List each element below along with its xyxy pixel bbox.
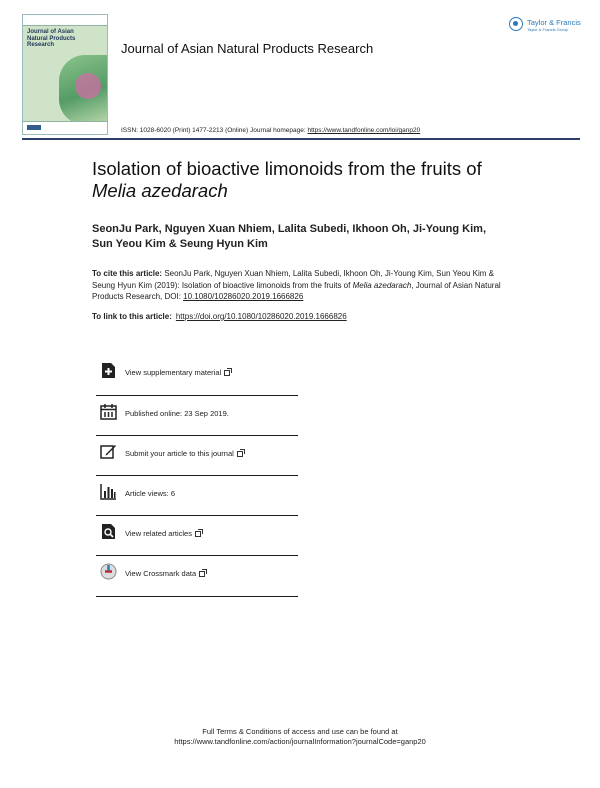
external-link-icon bbox=[224, 370, 230, 376]
header-rule bbox=[22, 138, 580, 140]
submit-article-item[interactable] bbox=[96, 437, 298, 477]
publisher-logo-sub: Taylor & Francis Group bbox=[527, 27, 568, 32]
issn-line bbox=[121, 127, 420, 134]
article-title-line2: Melia azedarach bbox=[92, 180, 228, 201]
authors-line1: SeonJu Park, Nguyen Xuan Nhiem, Lalita Subedi, Ikhoon Oh, Ji-Young Kim, bbox=[92, 223, 487, 235]
link-label: To link to this article: bbox=[92, 312, 172, 321]
article-views-item bbox=[96, 477, 298, 517]
citation-block bbox=[92, 268, 504, 303]
journal-homepage-link[interactable]: https://www.tandfonline.com/loi/ganp20 bbox=[307, 127, 421, 134]
crossmark-item[interactable] bbox=[96, 557, 298, 597]
publisher-logo[interactable] bbox=[509, 17, 585, 35]
bar-chart-icon bbox=[100, 483, 117, 500]
link-line bbox=[92, 312, 347, 321]
divider bbox=[96, 395, 298, 396]
calendar-icon bbox=[100, 403, 117, 420]
divider bbox=[96, 596, 298, 597]
search-document-icon bbox=[100, 523, 117, 540]
divider bbox=[96, 515, 298, 516]
citation-species: Melia azedarach bbox=[352, 280, 412, 290]
supplementary-material-item[interactable] bbox=[96, 356, 298, 396]
authors-line2: Sun Yeou Kim & Seung Hyun Kim bbox=[92, 238, 268, 250]
article-title-line1: Isolation of bioactive limonoids from the fruits of bbox=[92, 158, 482, 179]
divider bbox=[96, 475, 298, 476]
article-authors bbox=[92, 222, 522, 252]
related-articles-item[interactable] bbox=[96, 517, 298, 557]
journal-title: Journal of Asian Natural Products Research bbox=[121, 41, 374, 56]
submit-article-label: Submit your article to this journal bbox=[125, 449, 234, 458]
divider bbox=[96, 555, 298, 556]
issn-text: ISSN: 1028-6020 (Print) 1477-2213 (Online) Journal homepage: bbox=[121, 127, 308, 134]
external-link-icon bbox=[199, 571, 205, 577]
article-doi-link[interactable]: https://doi.org/10.1080/10286020.2019.1666826 bbox=[175, 312, 347, 321]
external-link-icon bbox=[237, 451, 243, 457]
related-articles-label: View related articles bbox=[125, 529, 192, 538]
crossmark-icon bbox=[100, 563, 117, 580]
citation-text: SeonJu Park, Nguyen Xuan Nhiem, Lalita Subedi, Ikhoon Oh, Ji-Young Kim, Sun Yeou Kim & Seung Hyun Kim (2019): Isolation of bioactive limonoids from the fruits of bbox=[92, 269, 494, 290]
published-online-item bbox=[96, 397, 298, 437]
plus-document-icon bbox=[100, 362, 117, 379]
published-online-label: Published online: 23 Sep 2019. bbox=[125, 409, 229, 418]
cover-title: Journal of Asian Natural Products Research bbox=[27, 29, 76, 48]
article-views-label: Article views: 6 bbox=[125, 489, 176, 498]
citation-doi-link[interactable]: 10.1080/10286020.2019.1666826 bbox=[183, 292, 304, 301]
publisher-logo-name: Taylor & Francis bbox=[527, 18, 581, 27]
journal-cover-image bbox=[22, 14, 108, 135]
divider bbox=[96, 435, 298, 436]
footer-terms-text: Full Terms & Conditions of access and use can be found at bbox=[202, 727, 398, 736]
edit-icon bbox=[100, 443, 117, 460]
citation-text-2: , Journal of Asian Natural Products Research, DOI: bbox=[92, 280, 501, 301]
footer-terms-link[interactable]: https://www.tandfonline.com/action/journalInformation?journalCode=ganp20 bbox=[174, 737, 426, 746]
supplementary-material-label: View supplementary material bbox=[125, 368, 222, 377]
citation-label: To cite this article: bbox=[92, 269, 163, 278]
crossmark-label: View Crossmark data bbox=[125, 569, 197, 578]
logo-ring-icon bbox=[509, 17, 523, 31]
external-link-icon bbox=[195, 531, 201, 537]
article-title bbox=[92, 158, 522, 202]
